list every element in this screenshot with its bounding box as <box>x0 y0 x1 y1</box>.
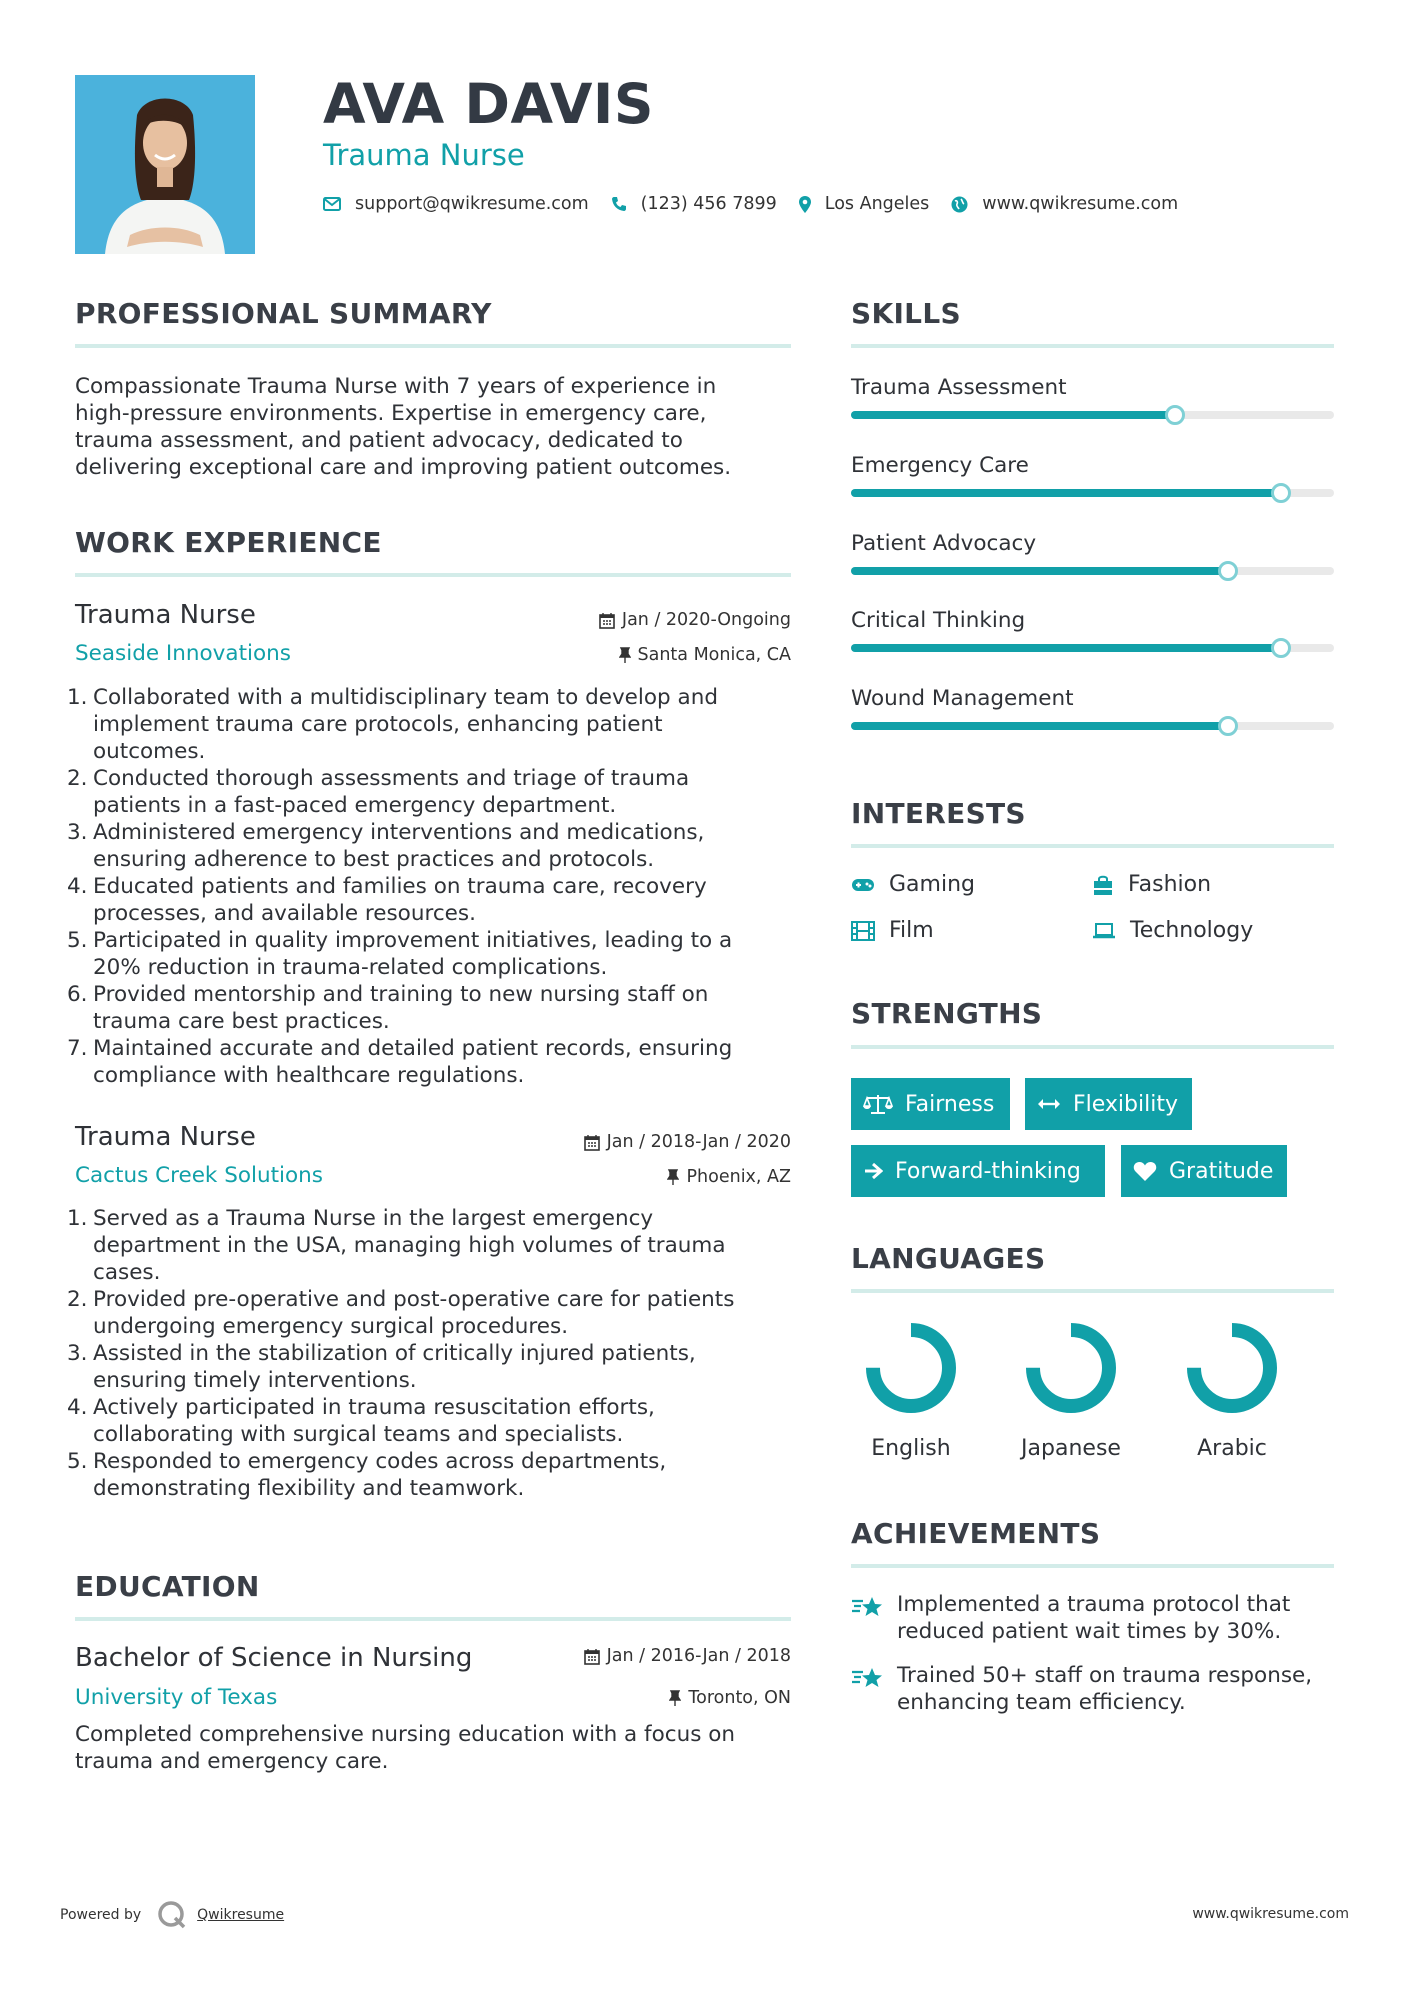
pushpin-icon <box>669 1690 681 1707</box>
skill-item <box>851 375 1334 400</box>
job-bullets <box>67 1205 787 1502</box>
language-item <box>1167 1322 1297 1461</box>
summary-line: trauma assessment, and patient advocacy, dedicated to <box>75 428 683 453</box>
skill-bar-knob <box>1218 561 1238 581</box>
list-item: 5. Participated in quality improvement initiatives, leading to a 20% reduction in trauma-related complications. <box>67 928 733 980</box>
shooting-star-icon <box>851 1593 885 1621</box>
footer-website[interactable]: www.qwikresume.com <box>1192 1906 1349 1922</box>
calendar-icon <box>599 612 615 629</box>
candidate-name: AVA DAVIS <box>323 72 655 136</box>
interest-label: Film <box>889 918 934 943</box>
shopping-bag-icon <box>1092 874 1114 896</box>
skill-bar-track <box>851 722 1334 730</box>
film-icon <box>851 921 875 941</box>
qwikresume-logo-icon <box>157 1900 187 1930</box>
job-dates <box>599 610 791 630</box>
heart-icon <box>1133 1161 1157 1182</box>
list-item: 2. Conducted thorough assessments and triage of trauma patients in a fast-paced emergency department. <box>67 766 690 818</box>
skill-bar-track <box>851 567 1334 575</box>
education-location-text: Toronto, ON <box>688 1688 791 1708</box>
skill-name: Critical Thinking <box>851 608 1026 633</box>
skill-name: Trauma Assessment <box>851 375 1067 400</box>
skill-bar-fill <box>851 644 1281 652</box>
experience-heading: WORK EXPERIENCE <box>75 526 382 559</box>
phone-text: (123) 456 7899 <box>640 194 777 214</box>
strengths-rule <box>851 1045 1334 1049</box>
email-text: support@qwikresume.com <box>355 194 589 214</box>
qwikresume-link[interactable]: Qwikresume <box>197 1907 285 1923</box>
language-item <box>846 1322 976 1461</box>
experience-rule <box>75 573 791 577</box>
job-company: Cactus Creek Solutions <box>75 1163 324 1188</box>
achievement-text: Implemented a trauma protocol that reduced patient wait times by 30%. <box>897 1592 1291 1644</box>
job-bullets <box>67 684 787 1089</box>
contact-website[interactable] <box>951 194 1178 214</box>
achievements-heading: ACHIEVEMENTS <box>851 1517 1101 1550</box>
strength-badge <box>851 1078 1010 1130</box>
strength-badge <box>1121 1145 1287 1197</box>
globe-icon <box>951 196 968 213</box>
pushpin-icon <box>667 1169 679 1186</box>
skill-item <box>851 686 1334 711</box>
skill-bar-track <box>851 411 1334 419</box>
school-name: University of Texas <box>75 1685 278 1710</box>
skill-bar-track <box>851 644 1334 652</box>
strength-label: Forward-thinking <box>895 1158 1081 1184</box>
interest-label: Gaming <box>889 872 975 897</box>
skill-name: Emergency Care <box>851 453 1029 478</box>
map-marker-icon <box>799 196 811 213</box>
language-name: Japanese <box>1021 1436 1121 1461</box>
phone-icon <box>611 196 627 212</box>
education-dates <box>584 1646 791 1666</box>
achievement-item <box>851 1591 1341 1645</box>
skills-heading: SKILLS <box>851 297 961 330</box>
skill-item <box>851 531 1334 556</box>
achievements-rule <box>851 1564 1334 1568</box>
achievement-item <box>851 1662 1341 1716</box>
language-ring <box>1025 1322 1117 1414</box>
strengths-heading: STRENGTHS <box>851 997 1043 1030</box>
interest-label: Technology <box>1130 918 1254 943</box>
job-location-text: Phoenix, AZ <box>686 1167 791 1187</box>
education-location <box>669 1688 791 1708</box>
list-item: 1. Collaborated with a multidisciplinary team to develop and implement trauma care protocols, enhancing patient outcomes. <box>67 685 718 764</box>
education-line: trauma and emergency care. <box>75 1749 389 1774</box>
skill-item <box>851 608 1334 633</box>
skill-name: Patient Advocacy <box>851 531 1037 556</box>
list-item: 1. Served as a Trauma Nurse in the largest emergency department in the USA, managing high volumes of trauma cases. <box>67 1206 726 1285</box>
skill-item <box>851 453 1334 478</box>
contact-phone[interactable] <box>611 194 777 214</box>
language-name: English <box>871 1436 951 1461</box>
balance-scale-icon <box>863 1093 893 1115</box>
education-line: Completed comprehensive nursing education with a focus on <box>75 1722 736 1747</box>
pushpin-icon <box>619 647 631 664</box>
summary-line: high-pressure environments. Expertise in emergency care, <box>75 401 707 426</box>
strength-label: Flexibility <box>1073 1091 1178 1117</box>
skills-rule <box>851 344 1334 348</box>
language-ring <box>1186 1322 1278 1414</box>
arrows-horizontal-icon <box>1037 1097 1061 1111</box>
strength-label: Fairness <box>905 1091 995 1117</box>
languages-rule <box>851 1289 1334 1293</box>
achievement-text: Trained 50+ staff on trauma response, enhancing team efficiency. <box>897 1663 1313 1715</box>
arrow-right-icon <box>863 1162 883 1180</box>
education-dates-text: Jan / 2016-Jan / 2018 <box>606 1646 791 1666</box>
job-location-text: Santa Monica, CA <box>637 645 791 665</box>
list-item: 6. Provided mentorship and training to new nursing staff on trauma care best practices. <box>67 982 709 1034</box>
location-text: Los Angeles <box>824 194 930 214</box>
list-item: 7. Maintained accurate and detailed patient records, ensuring compliance with healthcare regulations. <box>67 1036 733 1088</box>
strength-badge <box>1025 1078 1192 1130</box>
skill-name: Wound Management <box>851 686 1074 711</box>
strength-label: Gratitude <box>1169 1158 1274 1184</box>
list-item: 3. Administered emergency interventions and medications, ensuring adherence to best practices and protocols. <box>67 820 705 872</box>
gamepad-icon <box>851 877 875 893</box>
education-rule <box>75 1617 791 1621</box>
contact-email[interactable] <box>323 194 589 214</box>
profile-photo <box>75 75 255 254</box>
language-item <box>1006 1322 1136 1461</box>
education-description <box>75 1721 735 1775</box>
interest-item <box>851 872 975 897</box>
job-dates <box>584 1132 791 1152</box>
interests-rule <box>851 844 1334 848</box>
job-dates-text: Jan / 2018-Jan / 2020 <box>606 1132 791 1152</box>
interest-item <box>1092 872 1211 897</box>
list-item: 2. Provided pre-operative and post-operative care for patients undergoing emergency surgical procedures. <box>67 1287 735 1339</box>
languages-heading: LANGUAGES <box>851 1242 1046 1275</box>
summary-heading: PROFESSIONAL SUMMARY <box>75 297 492 330</box>
job-title: Trauma Nurse <box>75 600 256 630</box>
calendar-icon <box>584 1648 600 1665</box>
contact-bar <box>323 194 1200 214</box>
job-company: Seaside Innovations <box>75 641 291 666</box>
footer-powered-by <box>60 1900 284 1930</box>
job-title: Trauma Nurse <box>75 1122 256 1152</box>
laptop-icon <box>1092 922 1116 940</box>
candidate-title: Trauma Nurse <box>323 138 525 172</box>
skill-bar-fill <box>851 489 1281 497</box>
shooting-star-icon <box>851 1664 885 1692</box>
list-item: 3. Assisted in the stabilization of critically injured patients, ensuring timely interventions. <box>67 1341 696 1393</box>
interest-item <box>851 918 934 943</box>
list-item: 4. Actively participated in trauma resuscitation efforts, collaborating with surgical teams and specialists. <box>67 1395 655 1447</box>
interests-heading: INTERESTS <box>851 797 1026 830</box>
skill-bar-knob <box>1165 405 1185 425</box>
calendar-icon <box>584 1134 600 1151</box>
skill-bar-fill <box>851 567 1228 575</box>
interest-label: Fashion <box>1128 872 1212 897</box>
degree-title: Bachelor of Science in Nursing <box>75 1643 473 1673</box>
skill-bar-fill <box>851 411 1175 419</box>
list-item: 5. Responded to emergency codes across departments, demonstrating flexibility and teamwork. <box>67 1449 667 1501</box>
skill-bar-knob <box>1271 638 1291 658</box>
interest-item <box>1092 918 1253 943</box>
skill-bar-knob <box>1218 716 1238 736</box>
job-location <box>667 1167 791 1187</box>
education-heading: EDUCATION <box>75 1570 260 1603</box>
summary-rule <box>75 344 791 348</box>
language-ring <box>865 1322 957 1414</box>
summary-text <box>75 373 731 481</box>
contact-location <box>799 194 930 214</box>
powered-by-text: Powered by <box>60 1907 142 1923</box>
list-item: 4. Educated patients and families on trauma care, recovery processes, and available resources. <box>67 874 707 926</box>
summary-line: delivering exceptional care and improving patient outcomes. <box>75 455 732 480</box>
skill-bar-knob <box>1271 483 1291 503</box>
skill-bar-fill <box>851 722 1228 730</box>
job-dates-text: Jan / 2020-Ongoing <box>621 610 791 630</box>
website-text: www.qwikresume.com <box>982 194 1179 214</box>
language-name: Arabic <box>1197 1436 1267 1461</box>
strength-badge <box>851 1145 1105 1197</box>
envelope-icon <box>323 197 341 211</box>
job-location <box>619 645 792 665</box>
summary-line: Compassionate Trauma Nurse with 7 years of experience in <box>75 374 717 399</box>
skill-bar-track <box>851 489 1334 497</box>
